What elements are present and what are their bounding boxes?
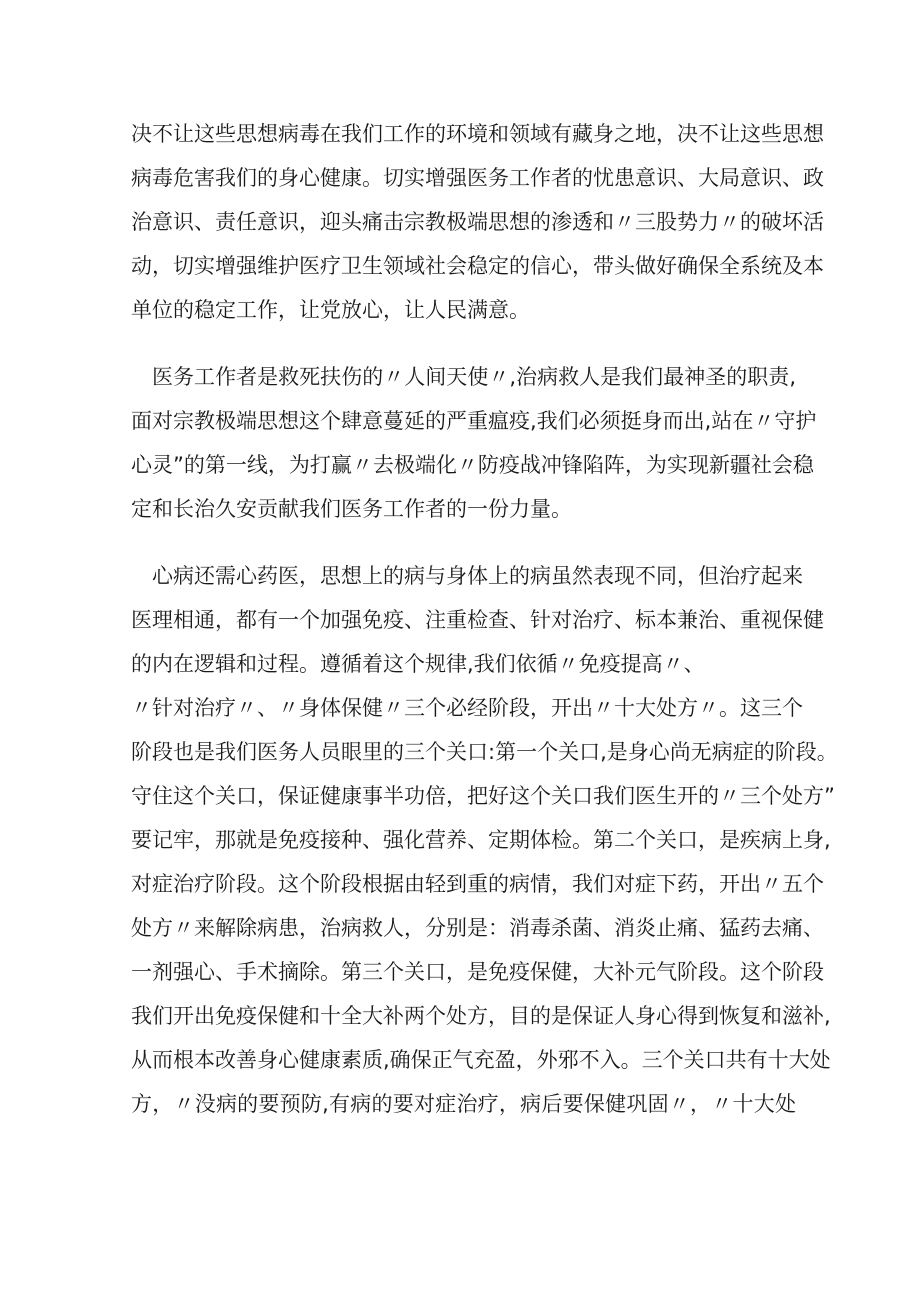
text-line: 我们开出免疫保健和十全大补两个处方，目的是保证人身心得到恢复和滋补, bbox=[131, 1004, 831, 1028]
text-line: 方，〃没病的要预防,有病的要对症治疗，病后要保健巩固〃，〃十大处 bbox=[131, 1092, 796, 1116]
text-line: 〃针对治疗〃、〃身体保健〃三个必经阶段，开出〃十大处方〃。这三个 bbox=[131, 696, 803, 720]
text-line: 面对宗教极端思想这个肆意蔓延的严重瘟疫,我们必须挺身而出,站在〃守护 bbox=[131, 409, 817, 433]
text-line: 心病还需心药医，思想上的病与身体上的病虽然表现不同，但治疗起来 bbox=[131, 564, 803, 588]
paragraph-1 bbox=[131, 112, 824, 332]
text-line: 病毒危害我们的身心健康。切实增强医务工作者的忧患意识、大局意识、政 bbox=[131, 166, 824, 190]
text-line: 对症治疗阶段。这个阶段根据由轻到重的病情，我们对症下药，开出〃五个 bbox=[131, 872, 824, 896]
paragraph-3 bbox=[131, 554, 838, 1126]
text-line: 动，切实增强维护医疗卫生领域社会稳定的信心，带头做好确保全系统及本 bbox=[131, 254, 824, 278]
text-line: 处方〃来解除病患，治病救人，分别是：消毒杀菌、消炎止痛、猛药去痛、 bbox=[131, 916, 824, 940]
text-line: 定和长治久安贡献我们医务工作者的一份力量。 bbox=[131, 497, 572, 521]
text-line: 心灵”的第一线，为打赢〃去极端化〃防疫战冲锋陷阵，为实现新疆社会稳 bbox=[131, 453, 814, 477]
text-line: 阶段也是我们医务人员眼里的三个关口:第一个关口,是身心尚无病症的阶段。 bbox=[131, 740, 838, 764]
text-line: 决不让这些思想病毒在我们工作的环境和领域有藏身之地，决不让这些思想 bbox=[131, 122, 824, 146]
text-line: 从而根本改善身心健康素质,确保正气充盈，外邪不入。三个关口共有十大处 bbox=[131, 1048, 831, 1072]
text-line: 单位的稳定工作，让党放心，让人民满意。 bbox=[131, 298, 530, 322]
text-line: 治意识、责任意识，迎头痛击宗教极端思想的渗透和〃三股势力〃的破坏活 bbox=[131, 210, 824, 234]
text-line: 的内在逻辑和过程。遵循着这个规律,我们依循〃免疫提高〃、 bbox=[131, 652, 705, 676]
text-line: 守住这个关口，保证健康事半功倍，把好这个关口我们医生开的〃三个处方” bbox=[131, 784, 835, 808]
text-line: 一剂强心、手术摘除。第三个关口，是免疫保健，大补元气阶段。这个阶段 bbox=[131, 960, 824, 984]
text-line: 医理相通，都有一个加强免疫、注重检查、针对治疗、标本兼治、重视保健 bbox=[131, 608, 824, 632]
text-line: 要记牢，那就是免疫接种、强化营养、定期体检。第二个关口，是疾病上身, bbox=[131, 828, 831, 852]
paragraph-2 bbox=[131, 355, 817, 531]
document-page bbox=[131, 112, 838, 1126]
text-line: 医务工作者是救死扶伤的〃人间天使〃,治病救人是我们最神圣的职责, bbox=[131, 365, 796, 389]
